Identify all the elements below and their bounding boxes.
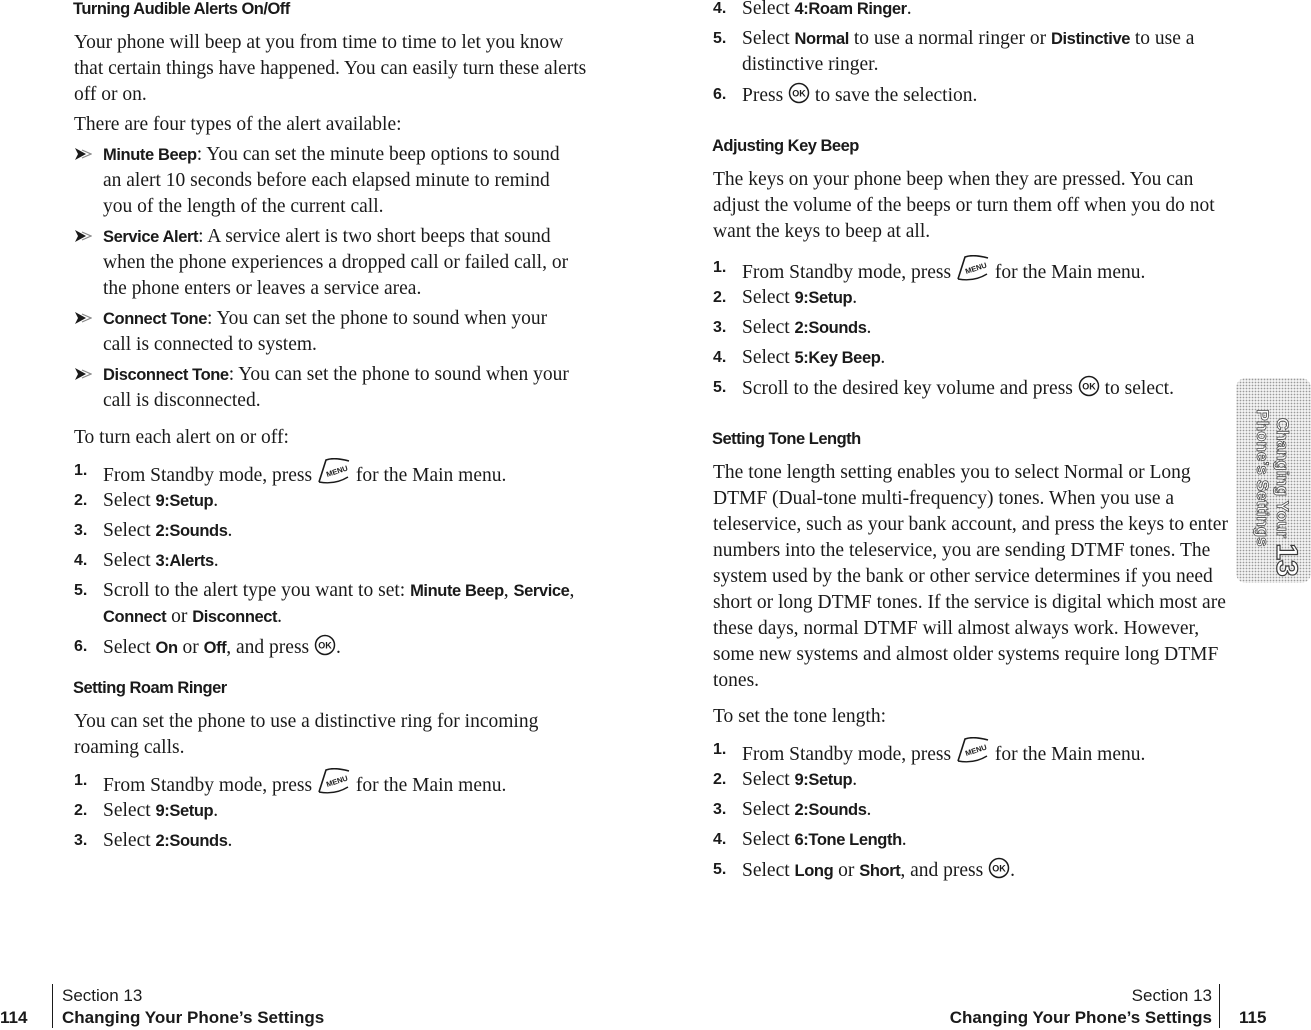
menu-option: Service: [513, 582, 570, 600]
step-text: Select: [742, 287, 790, 308]
step-text: Select: [103, 520, 151, 541]
step-text: .: [906, 0, 912, 19]
step-number: 6.: [713, 86, 727, 103]
menu-option: Distinctive: [1050, 30, 1131, 48]
arrow-bullet-icon: [74, 147, 92, 161]
step-text: ,: [569, 580, 575, 601]
menu-option: 2:Sounds: [155, 522, 228, 540]
heading-adjusting-key-beep: Adjusting Key Beep: [712, 137, 859, 155]
step-text: , and press: [226, 637, 310, 658]
step-text: Press: [742, 85, 784, 106]
step-text: Select: [742, 799, 790, 820]
bullet-term: Minute Beep: [103, 146, 197, 164]
keybeep-intro-paragraph: The keys on your phone beep when they are pressed. You can adjust the volume of the beeps or turn them off when you do not want the keys to beep at all.: [713, 169, 1215, 242]
step-text: .: [852, 769, 858, 790]
footer-section-right: Section 13: [1131, 986, 1212, 1005]
menu-option: 5:Key Beep: [794, 349, 881, 367]
menu-option: On: [155, 639, 178, 657]
step-text: From Standby mode, press: [742, 744, 952, 765]
ok-key-icon: [1078, 375, 1100, 397]
step-text: Select: [103, 830, 151, 851]
footer-title-right: Changing Your Phone’s Settings: [949, 1008, 1212, 1027]
arrow-bullet-icon: [74, 311, 92, 325]
alert-types-paragraph: There are four types of the alert available:: [74, 114, 402, 135]
page-number-left: 114: [0, 1008, 28, 1027]
step-number: 2.: [713, 771, 727, 788]
step-text: Scroll to the alert type you want to set:: [103, 580, 406, 601]
to-turn-paragraph: To turn each alert on or off:: [74, 427, 289, 448]
thumb-tab-line1: Changing Your: [1273, 417, 1292, 539]
step-text: to use a distinctive ringer.: [742, 28, 1195, 75]
thumb-tab-section-number: 13: [1270, 543, 1303, 577]
menu-option: 3:Alerts: [155, 552, 214, 570]
step-text: Select: [742, 829, 790, 850]
step-text: or: [182, 637, 199, 658]
menu-option: 2:Sounds: [794, 319, 867, 337]
footer-divider-left: [52, 984, 53, 1028]
menu-option: 2:Sounds: [155, 832, 228, 850]
step-text: , and press: [900, 860, 984, 881]
menu-option: 9:Setup: [155, 492, 214, 510]
ok-key-icon: [988, 857, 1010, 879]
arrow-bullet-icon: [74, 229, 92, 243]
menu-option: Disconnect: [192, 608, 278, 626]
step-text: Select: [742, 769, 790, 790]
step-text: or: [838, 860, 855, 881]
step-number: 1.: [713, 741, 727, 758]
step-text: .: [866, 317, 872, 338]
step-text: .: [213, 550, 219, 571]
step-number: 1.: [74, 772, 88, 789]
step-number: 3.: [74, 832, 88, 849]
bullet-text: : You can set the phone to sound when your call is disconnected.: [103, 364, 569, 411]
step-number: 5.: [74, 582, 88, 599]
menu-option: 9:Setup: [155, 802, 214, 820]
step-text: .: [866, 799, 872, 820]
step-text: Select: [103, 550, 151, 571]
right-page: [655, 0, 1311, 1030]
step-text: .: [852, 287, 858, 308]
menu-key-icon: [317, 458, 351, 484]
step-text: From Standby mode, press: [103, 465, 313, 486]
step-number: 4.: [74, 552, 88, 569]
step-number: 4.: [713, 349, 727, 366]
step-number: 4.: [713, 0, 727, 17]
step-number: 5.: [713, 861, 727, 878]
footer-divider-right: [1219, 984, 1220, 1028]
step-text: for the Main menu.: [994, 262, 1146, 283]
tone-intro-paragraph: The tone length setting enables you to select Normal or Long DTMF (Dual-tone multi-frequency) tones. When you use a teleservice, such as your bank account, and press the keys to enter numbers into the teleservice, you are sending DTMF tones. The system used by the bank or other service determines if you need short or long DTMF tones. If the service is digital which most are these days, normal DTMF will almost always work. However, some new systems and almost older systems require long DTMF tones.: [713, 462, 1228, 691]
step-number: 4.: [713, 831, 727, 848]
menu-option: Normal: [794, 30, 849, 48]
step-text: .: [227, 830, 233, 851]
step-text: to select.: [1104, 378, 1174, 399]
menu-option: Minute Beep: [410, 582, 504, 600]
step-number: 3.: [74, 522, 88, 539]
arrow-bullet-icon: [74, 367, 92, 381]
step-text: .: [213, 490, 219, 511]
step-number: 3.: [713, 801, 727, 818]
footer-title-left: Changing Your Phone’s Settings: [62, 1008, 325, 1027]
step-text: Select: [103, 490, 151, 511]
step-text: Select: [742, 28, 790, 49]
step-text: Select: [103, 637, 151, 658]
step-text: .: [336, 637, 341, 658]
menu-key-icon: [317, 768, 351, 794]
step-number: 2.: [74, 802, 88, 819]
step-text: to save the selection.: [814, 85, 978, 106]
step-text: Select: [103, 800, 151, 821]
step-text: Select: [742, 860, 790, 881]
footer-section-left: Section 13: [62, 986, 143, 1005]
step-number: 2.: [74, 492, 88, 509]
menu-option: 2:Sounds: [794, 801, 867, 819]
step-number: 5.: [713, 30, 727, 47]
bullet-term: Disconnect Tone: [103, 366, 229, 384]
bullet-term: Service Alert: [103, 228, 199, 246]
step-text: Select: [742, 0, 790, 19]
menu-option: 4:Roam Ringer: [794, 0, 907, 18]
thumb-tab-line2: Phone’s Settings: [1253, 409, 1272, 547]
menu-option: Short: [859, 862, 901, 880]
page-number-right: 115: [1239, 1008, 1267, 1027]
menu-option: 6:Tone Length: [794, 831, 902, 849]
alerts-intro-paragraph: Your phone will beep at you from time to time to let you know that certain things have happened. You can easily turn these alerts off or on.: [74, 32, 587, 105]
section-thumb-tab: [1236, 378, 1311, 583]
heading-turning-audible-alerts: Turning Audible Alerts On/Off: [73, 0, 290, 18]
step-text: or: [171, 606, 188, 627]
step-text: .: [901, 829, 907, 850]
bullet-text: : You can set the minute beep options to sound an alert 10 seconds before each elapsed minute to remind you of the length of the current call.: [103, 144, 560, 217]
left-page: [0, 0, 655, 1030]
step-text: Scroll to the desired key volume and press: [742, 378, 1073, 399]
step-number: 6.: [74, 638, 88, 655]
step-text: Select: [742, 347, 790, 368]
menu-option: 9:Setup: [794, 289, 853, 307]
step-text: .: [213, 800, 219, 821]
step-text: ,: [503, 580, 509, 601]
bullet-text: : You can set the phone to sound when your call is connected to system.: [103, 308, 548, 355]
step-text: From Standby mode, press: [742, 262, 952, 283]
step-text: for the Main menu.: [355, 465, 507, 486]
step-text: for the Main menu.: [994, 744, 1146, 765]
step-text: .: [277, 606, 283, 627]
bullet-text: : A service alert is two short beeps that sound when the phone experiences a dropped call or failed call, or the phone enters or leaves a service area.: [103, 226, 569, 299]
menu-option: Connect: [103, 608, 167, 626]
to-set-paragraph: To set the tone length:: [713, 706, 887, 727]
step-number: 1.: [74, 462, 88, 479]
step-text: for the Main menu.: [355, 775, 507, 796]
step-text: .: [227, 520, 233, 541]
heading-setting-tone-length: Setting Tone Length: [712, 430, 861, 448]
roam-intro-paragraph: You can set the phone to use a distinctive ring for incoming roaming calls.: [74, 711, 539, 758]
menu-option: Off: [203, 639, 227, 657]
menu-option: 9:Setup: [794, 771, 853, 789]
heading-setting-roam-ringer: Setting Roam Ringer: [73, 679, 227, 697]
ok-key-icon: [314, 634, 336, 656]
step-text: From Standby mode, press: [103, 775, 313, 796]
step-text: .: [1010, 860, 1015, 881]
step-number: 1.: [713, 259, 727, 276]
bullet-term: Connect Tone: [103, 310, 207, 328]
menu-option: Long: [794, 862, 834, 880]
step-number: 3.: [713, 319, 727, 336]
step-text: to use a normal ringer or: [853, 28, 1047, 49]
menu-key-icon: [956, 255, 990, 281]
menu-key-icon: [956, 737, 990, 763]
step-number: 5.: [713, 379, 727, 396]
step-number: 2.: [713, 289, 727, 306]
step-text: Select: [742, 317, 790, 338]
ok-key-icon: [788, 82, 810, 104]
step-text: .: [880, 347, 886, 368]
